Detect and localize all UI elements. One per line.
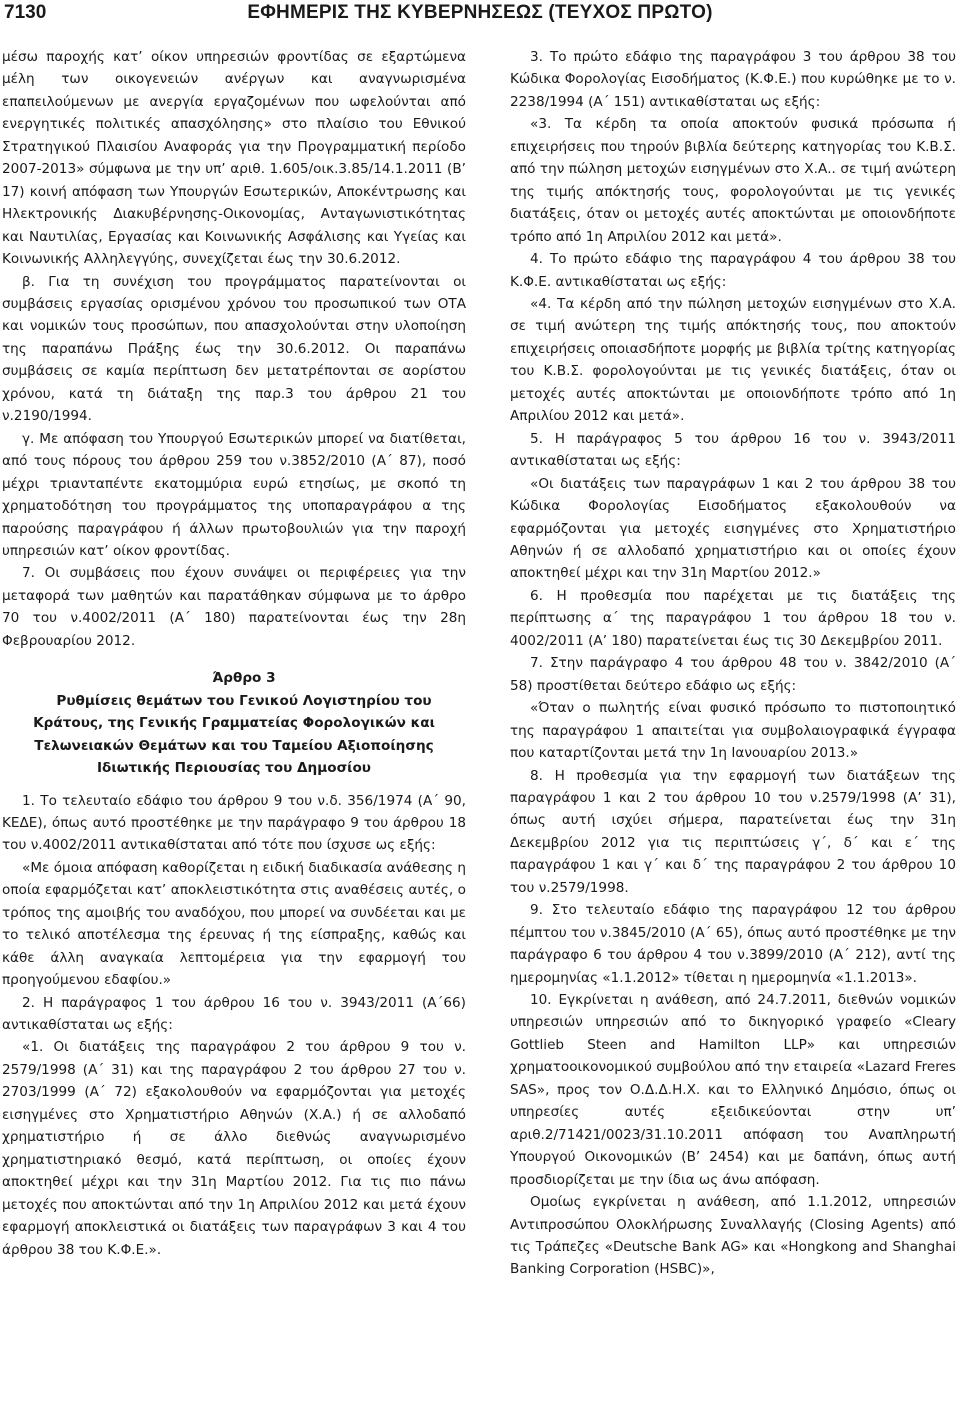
- article-title: Ρυθμίσεις θεμάτων του Γενικού Λογιστηρίου του Κράτους, της Γενικής Γραμματείας Φορολογικών και Τελωνειακών Θεμάτων και του Ταμείου Αξιοποίησης Ιδιωτικής Περιουσίας του Δημοσίου: [33, 692, 435, 777]
- paragraph: μέσω παροχής κατ’ οίκον υπηρεσιών φροντίδας σε εξαρτώμενα μέλη των οικογενειών ανέργων και αναγνωρισμένα επαπειλούμενων με ανεργία εργαζομένων που ωφελούνται από ενεργητικές πολιτικές απασχόλησης» στο πλαίσιο του Εθνικού Στρατηγικού Πλαισίου Αναφοράς για την Προγραμματική περίοδο 2007-2013» σύμφωνα με την υπ’ αριθ. 1.605/οικ.3.85/14.1.2011 (Β’ 17) κοινή απόφαση των Υπουργών Εσωτερικών, Αποκέντρωσης και Ηλεκτρονικής Διακυβέρνησης-Οικονομίας, Ανταγωνιστικότητας και Ναυτιλίας, Εργασίας και Κοινωνικής Ασφάλισης και Υγείας και Κοινωνικής Αλληλεγγύης, συνεχίζεται έως την 30.6.2012.: [2, 49, 466, 268]
- paragraph: Ομοίως εγκρίνεται η ανάθεση, από 1.1.2012, υπηρεσιών Αντιπροσώπου Ολοκλήρωσης Συναλλαγής (Closing Agents) από τις Τράπεζες «Deutsche Bank AG» και «Hongkong and Shanghai Banking Corporation (HSBC)»,: [510, 1194, 956, 1278]
- paragraph: 10. Εγκρίνεται η ανάθεση, από 24.7.2011, διεθνών νομικών υπηρεσιών υπηρεσιών από το δικηγορικό γραφείο «Cleary Gottlieb Steen and Hamilton LLP» και υπηρεσιών χρηματοοικονομικού συμβούλου από την εταιρεία «Lazard Freres SAS», προς τον Ο.Δ.Δ.Η.Χ. και το Ελληνικό Δημόσιο, όπως οι υπηρεσίες αυτές εξειδικεύονται στην υπ’ αριθ.2/71421/0023/31.10.2011 απόφαση του Αναπληρωτή Υπουργού Οικονομικών (Β’ 2454) και με δαπάνη, όπως αυτή προσδιορίζεται με την ίδια ως άνω απόφαση.: [510, 992, 956, 1188]
- page-number: 7130: [4, 2, 47, 23]
- paragraph: «3. Τα κέρδη τα οποία αποκτούν φυσικά πρόσωπα ή επιχειρήσεις που τηρούν βιβλία δεύτερης κατηγορίας του Κ.Β.Σ. από την πώληση μετοχών εισηγμένων στο Χ.Α.. σε τιμή ανώτερη της τιμής απόκτησής τους, φορολογούνται με τις γενικές διατάξεις, όταν οι μετοχές αυτές αποκτώνται με οποιονδήποτε τρόπο από 1η Απριλίου 2012 και μετά».: [510, 116, 956, 245]
- paragraph: «Όταν ο πωλητής είναι φυσικό πρόσωπο το πιστοποιητικό της παραγράφου 1 απαιτείται για συμβολαιογραφικά έγγραφα που καταρτίζονται μετά την 1η Ιανουαρίου 2013.»: [510, 700, 956, 762]
- paragraph: 5. Η παράγραφος 5 του άρθρου 16 του ν. 3943/2011 αντικαθίσταται ως εξής:: [510, 430, 956, 470]
- paragraph: 4. Το πρώτο εδάφιο της παραγράφου 4 του άρθρου 38 του Κ.Φ.Ε. αντικαθίσταται ως εξής:: [510, 251, 956, 290]
- paragraph: 3. Το πρώτο εδάφιο της παραγράφου 3 του άρθρου 38 του Κώδικα Φορολογίας Εισοδήματος (Κ.Φ.Ε.) που κυρώθηκε με το ν. 2238/1994 (Α΄ 151) αντικαθίσταται ως εξής:: [510, 49, 956, 110]
- right-column: [510, 46, 956, 1281]
- paragraph: 2. Η παράγραφος 1 του άρθρου 16 του ν. 3943/2011 (Α΄66) αντικαθίσταται ως εξής:: [2, 994, 466, 1034]
- paragraph: 9. Στο τελευταίο εδάφιο της παραγράφου 12 του άρθρου πέμπτου του ν.3845/2010 (Α΄ 65), όπως αυτό προστέθηκε με την παράγραφο 6 του άρθρου 4 του ν.3899/2010 (Α΄ 212), αντί της ημερομηνίας «1.1.2012» τίθεται η ημερομηνία «1.1.2013».: [510, 902, 956, 986]
- gazette-title: ΕΦΗΜΕΡΙΣ ΤΗΣ ΚΥΒΕΡΝΗΣΕΩΣ (ΤΕΥΧΟΣ ΠΡΩΤΟ): [247, 2, 713, 23]
- paragraph: 7. Οι συμβάσεις που έχουν συνάψει οι περιφέρειες για την μεταφορά των μαθητών και παρατάθηκαν σύμφωνα με το άρθρο 70 του ν.4002/2011 (Α΄ 180) παρατείνονται έως την 28η Φεβρουαρίου 2012.: [2, 565, 466, 649]
- paragraph: «Οι διατάξεις των παραγράφων 1 και 2 του άρθρου 38 του Κώδικα Φορολογίας Εισοδήματος εξακολουθούν να εφαρμόζονται για μετοχές εισηγμένες στο Χρηματιστήριο Αθηνών ή σε αλλοδαπό χρηματιστήριο και οι οποίες έχουν αποκτηθεί μέχρι και την 31η Μαρτίου 2012.»: [510, 475, 956, 582]
- paragraph: 7. Στην παράγραφο 4 του άρθρου 48 του ν. 3842/2010 (Α΄ 58) προστίθεται δεύτερο εδάφιο ως εξής:: [510, 655, 956, 694]
- paragraph: 8. Η προθεσμία για την εφαρμογή των διατάξεων της παραγράφου 1 και 2 του άρθρου 10 του ν.2579/1998 (Α’ 31), όπως αυτή ισχύει σήμερα, παρατείνεται έως την 31η Δεκεμβρίου 2012 για τις περιπτώσεις γ΄, δ΄ και ε΄ της παραγράφου 1 και γ΄ και δ΄ της παραγράφου 2 του άρθρου 10 του ν.2579/1998.: [510, 767, 956, 896]
- paragraph: 6. Η προθεσμία που παρέχεται με τις διατάξεις της περίπτωσης α΄ της παραγράφου 1 του άρθρου 18 του ν. 4002/2011 (Α’ 180) παρατείνεται έως τις 30 Δεκεμβρίου 2011.: [510, 587, 956, 649]
- article-number: Άρθρο 3: [212, 670, 276, 687]
- paragraph: γ. Με απόφαση του Υπουργού Εσωτερικών μπορεί να διατίθεται, από τους πόρους του άρθρου 259 του ν.3852/2010 (Α΄ 87), ποσό μέχρι τριανταπέντε εκατομμύρια ευρώ ετησίως, με σκοπό τη χρηματοδότηση του προγράμματος της υποπαραγράφου α της παρούσης παραγράφου ή άλλων πρωτοβουλιών για την παροχή υπηρεσιών κατ’ οίκον φροντίδας.: [2, 430, 466, 559]
- paragraph: «1. Οι διατάξεις της παραγράφου 2 του άρθρου 9 του ν. 2579/1998 (Α΄ 31) και της παραγράφου 2 του άρθρου 27 του ν. 2703/1999 (Α΄ 72) εξακολουθούν να εφαρμόζονται για μετοχές εισηγμένες στο Χρηματιστήριο Αθηνών (Χ.Α.) ή σε αλλοδαπό χρηματιστήριο ή σε άλλο διεθνώς αναγνωρισμένο χρηματιστηριακό θεσμό, κατά περίπτωση, οι οποίες έχουν αποκτηθεί μέχρι και την 31η Μαρτίου 2012. Για τις πιο πάνω μετοχές που αποκτώνται από την 1η Απριλίου 2012 και μετά έχουν εφαρμογή αποκλειστικά οι διατάξεις των παραγράφων 3 και 4 του άρθρου 38 του Κ.Φ.Ε.».: [2, 1039, 466, 1258]
- page-header: [0, 0, 960, 40]
- left-column: [2, 46, 466, 1261]
- paragraph: β. Για τη συνέχιση του προγράμματος παρατείνονται οι συμβάσεις εργασίας ορισμένου χρόνου του προσωπικού των ΟΤΑ και νομικών τους προσώπων, που απασχολούνται στην υλοποίηση της παραπάνω Πράξης έως την 30.6.2012. Οι παραπάνω συμβάσεις σε καμία περίπτωση δεν μετατρέπονται σε αορίστου χρόνου, κατά τη διάταξη της παρ.3 του άρθρου 21 του ν.2190/1994.: [2, 273, 466, 425]
- paragraph: «4. Τα κέρδη από την πώληση μετοχών εισηγμένων στο Χ.Α. σε τιμή ανώτερη της τιμής απόκτησής τους, που αποκτούν επιχειρήσεις οποιασδήποτε μορφής με βιβλία τρίτης κατηγορίας του Κ.Β.Σ. φορολογούνται με τις γενικές διατάξεις, όταν οι μετοχές αυτές αποκτώνται με οποιονδήποτε τρόπο από 1η Απριλίου 2012 και μετά».: [510, 295, 956, 425]
- paragraph: 1. Το τελευταίο εδάφιο του άρθρου 9 του ν.δ. 356/1974 (Α΄ 90, ΚΕΔΕ), όπως αυτό προστέθηκε με την παράγραφο 9 του άρθρου 18 του ν.4002/2011 αντικαθίσταται από τότε που ίσχυσε ως εξής:: [2, 792, 466, 854]
- paragraph: «Με όμοια απόφαση καθορίζεται η ειδική διαδικασία ανάθεσης η οποία εφαρμόζεται κατ’ αποκλειστικότητα στις αναθέσεις αυτές, ο τρόπος της αμοιβής του αναδόχου, που μπορεί να συνδέεται και με το τελικό αποτέλεσμα της έρευνας ή της είσπραξης, καθώς και κάθε άλλη αναγκαία λεπτομέρεια για την εφαρμογή του προηγούμενου εδαφίου.»: [2, 859, 466, 989]
